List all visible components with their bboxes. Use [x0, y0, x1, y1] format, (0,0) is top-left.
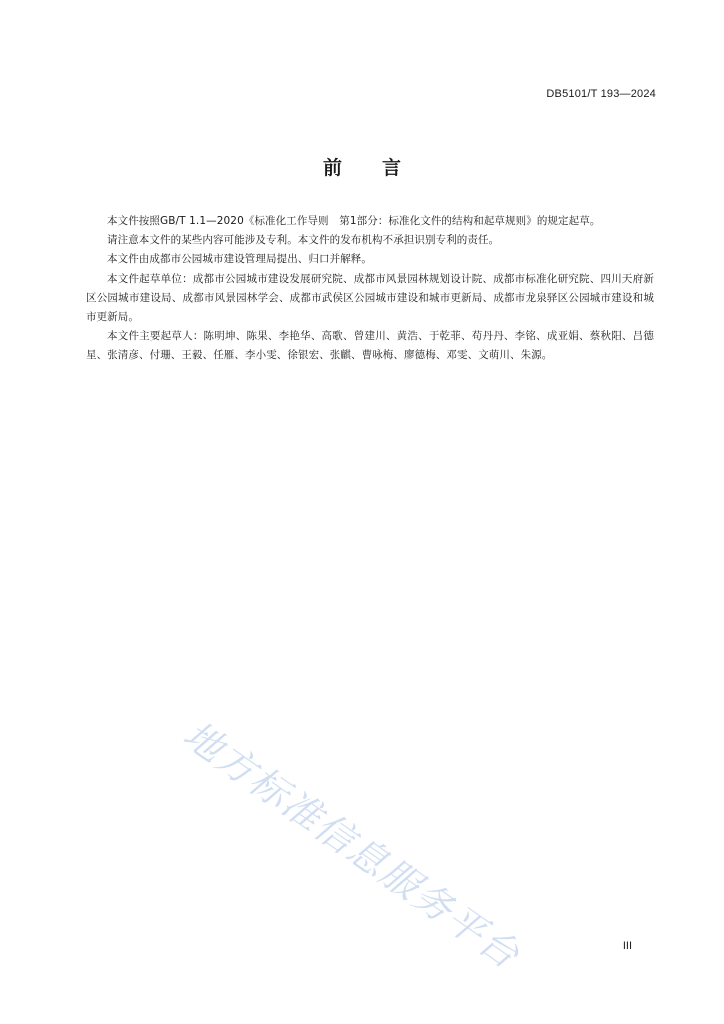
title-char-2: 言 [382, 157, 402, 179]
foreword-body [86, 212, 654, 366]
paragraph-proposer: 本文件由成都市公园城市建设管理局提出、归口并解释。 [107, 253, 372, 266]
page-number: III [622, 940, 632, 952]
paragraph-patent-notice: 请注意本文件的某些内容可能涉及专利。本文件的发布机构不承担识别专利的责任。 [107, 234, 500, 247]
watermark: 地方标准信息服务平台 [175, 712, 529, 978]
document-code: DB5101/T 193—2024 [546, 88, 656, 100]
section-title [0, 153, 724, 180]
title-char-1: 前 [322, 157, 342, 179]
paragraph-drafting-rules: 本文件按照GB/T 1.1—2020《标准化工作导则 第1部分：标准化文件的结构和起草规则》的规定起草。 [107, 215, 601, 227]
paragraph-drafters: 本文件主要起草人：陈明坤、陈果、李艳华、高歌、曾建川、黄浩、于乾菲、苟丹丹、李铭、成亚娟、蔡秋阳、吕德星、张清彦、付珊、王毅、任雁、李小雯、徐银宏、张麒、曹咏梅、廖德梅、邓雯、文萌川、朱源。 [86, 330, 654, 362]
paragraph-drafting-units: 本文件起草单位：成都市公园城市建设发展研究院、成都市风景园林规划设计院、成都市标准化研究院、四川天府新区公园城市建设局、成都市风景园林学会、成都市武侯区公园城市建设和城市更新局、成都市龙泉驿区公园城市建设和城市更新局。 [86, 272, 654, 324]
